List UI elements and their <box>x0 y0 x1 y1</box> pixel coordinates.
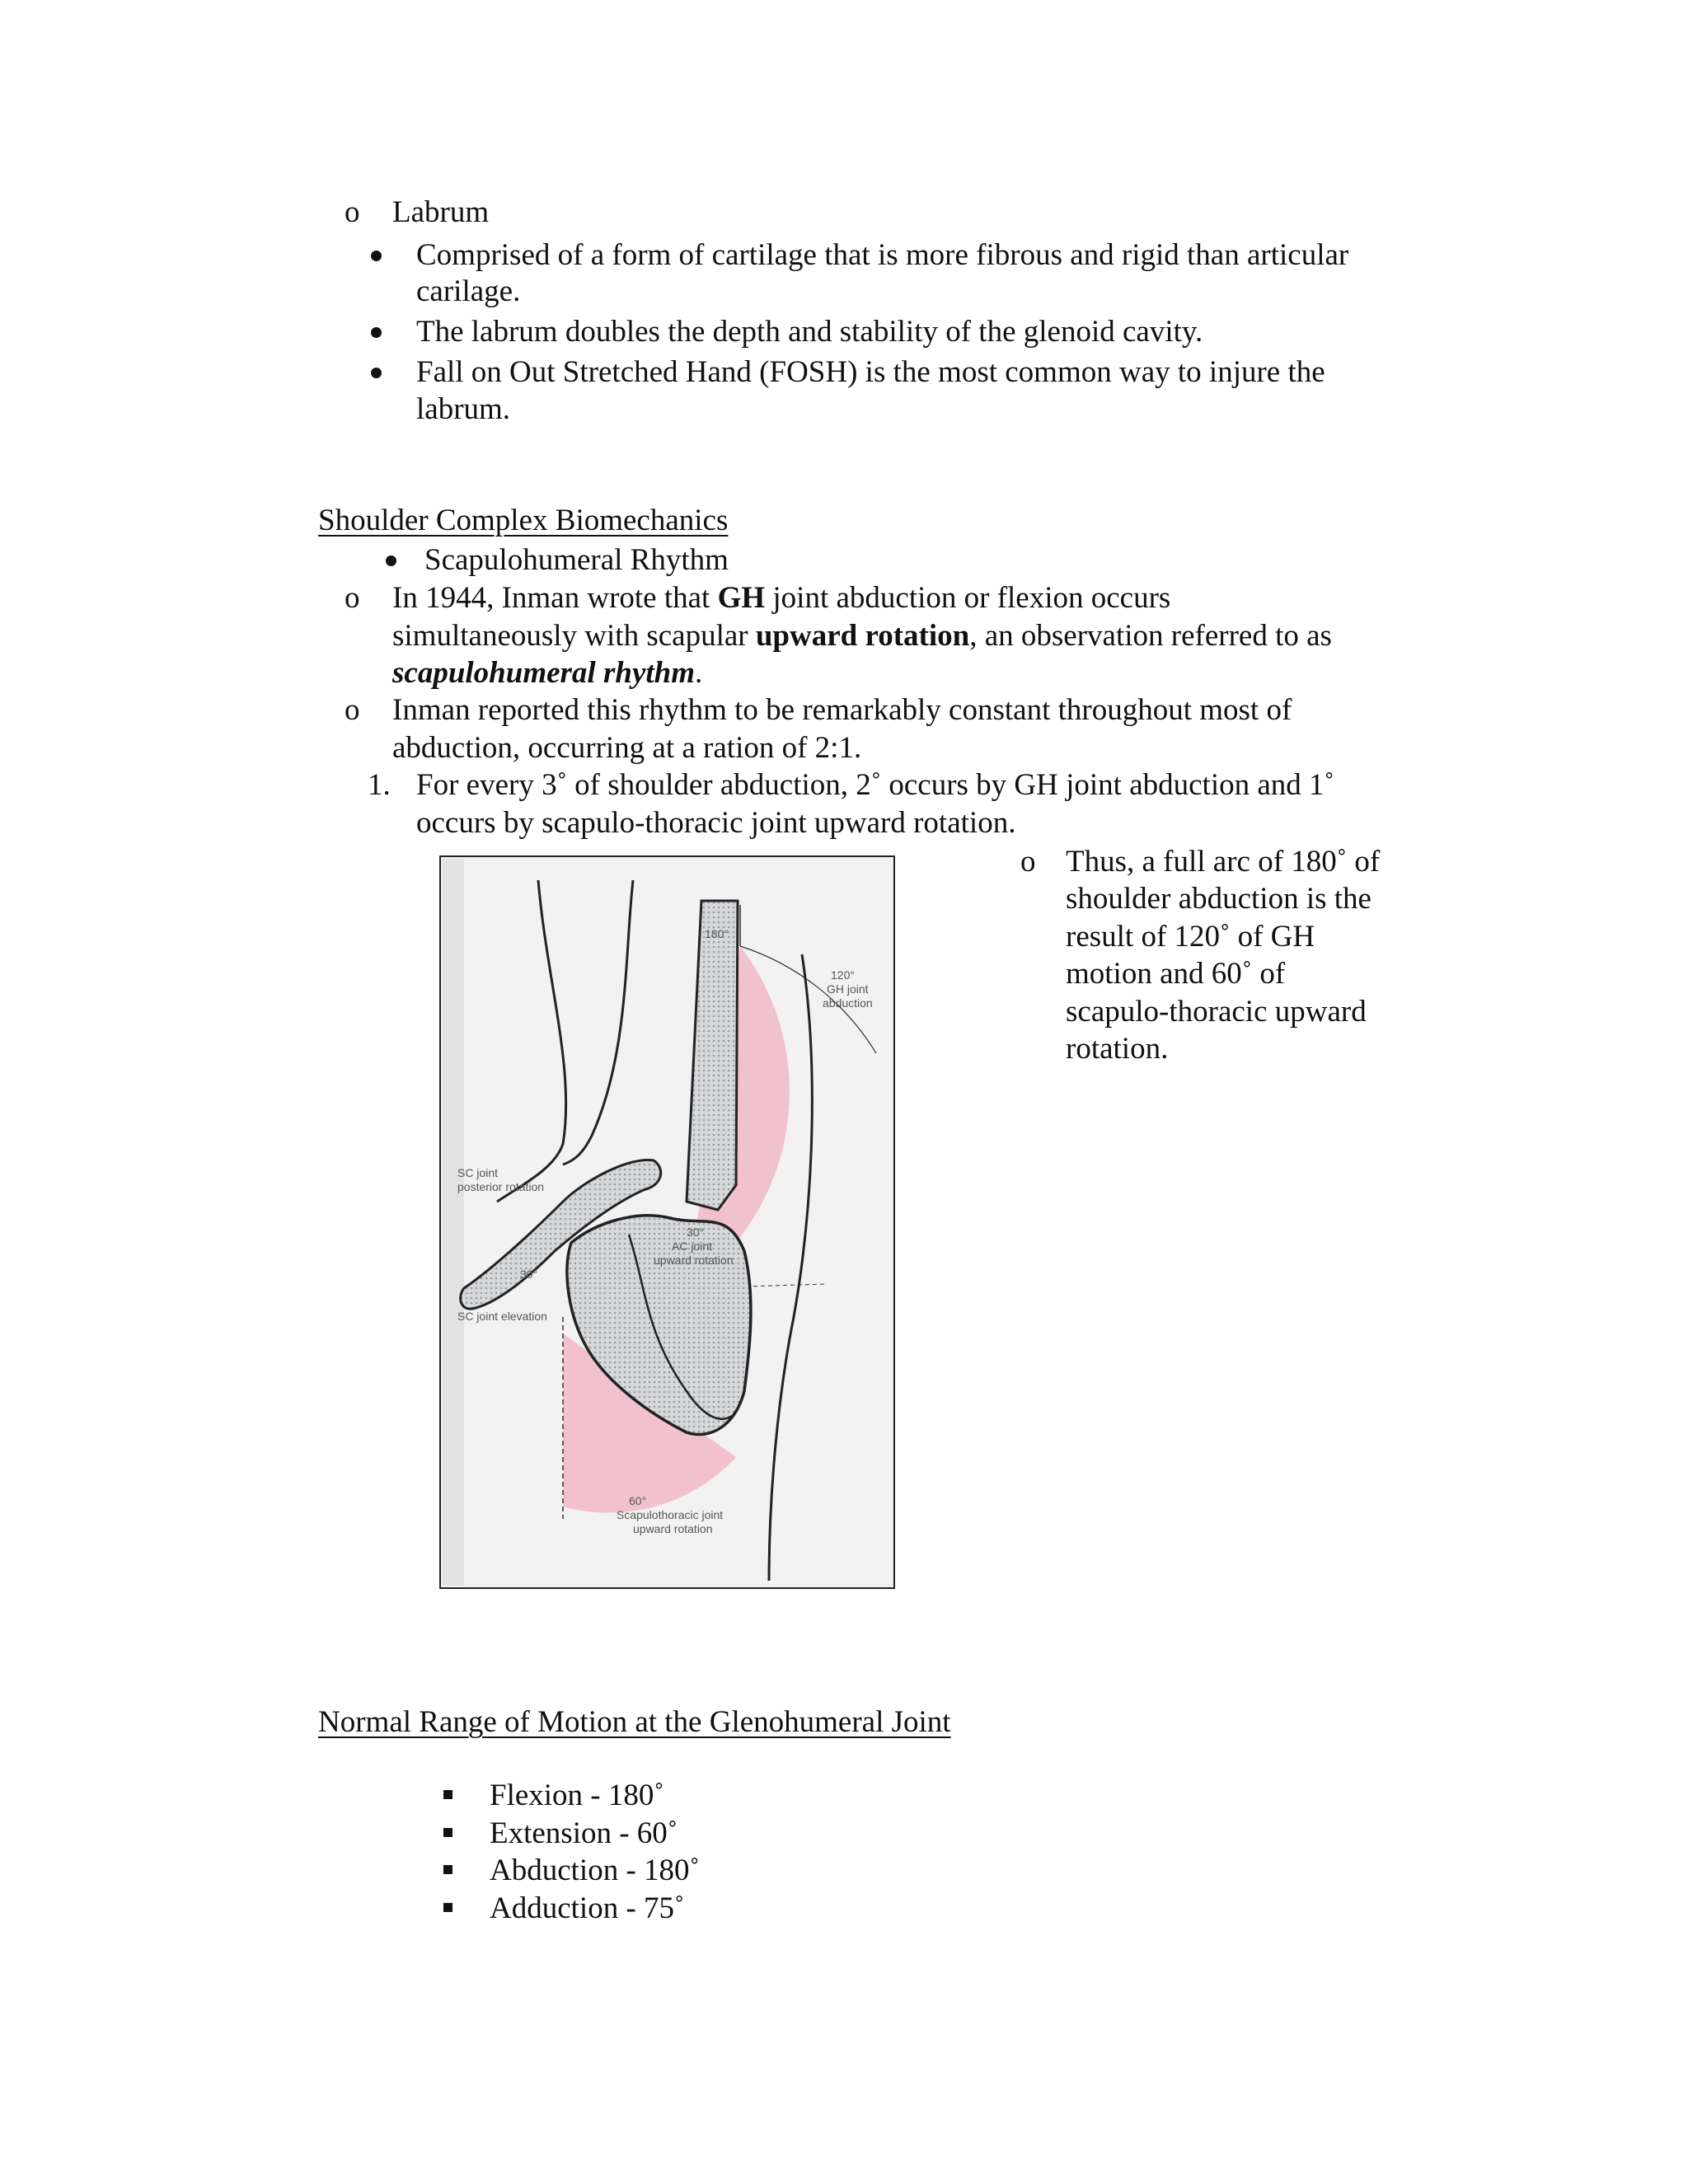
labrum-bullet-2: The labrum doubles the depth and stability of the glenoid cavity. <box>416 315 1203 349</box>
label-scapulothoracic-joint: Scapulothoracic joint <box>617 1508 724 1521</box>
figure-svg <box>439 855 895 1589</box>
ratio-item-line-1: For every 3˚ of shoulder abduction, 2˚ occurs by GH joint abduction and 1˚ <box>416 768 1334 802</box>
text-run: joint abduction or flexion occurs <box>765 581 1171 615</box>
label-120: 120° <box>831 968 855 982</box>
label-gh-abduction: abduction <box>823 996 873 1010</box>
labrum-bullet-1-line-2: carilage. <box>416 274 521 308</box>
labrum-title: Labrum <box>392 195 490 229</box>
numbered-marker: 1. <box>368 768 391 802</box>
inman-paragraph-line-3 <box>392 655 702 691</box>
label-ac-upward-rotation: upward rotation <box>654 1254 734 1267</box>
side-text-line: Thus, a full arc of 180˚ of <box>1066 845 1381 879</box>
list-marker-o: o <box>345 195 360 229</box>
rom-heading: Normal Range of Motion at the Glenohumeral Joint <box>318 1705 951 1739</box>
label-60: 60° <box>629 1494 647 1507</box>
square-bullet <box>443 1903 452 1912</box>
list-marker-o: o <box>345 581 360 615</box>
rom-item-adduction: Adduction - 75˚ <box>490 1891 685 1925</box>
labrum-bullet-1-line-1: Comprised of a form of cartilage that is more fibrous and rigid than articular <box>416 238 1349 272</box>
side-text-line: result of 120˚ of GH <box>1066 920 1315 954</box>
bullet-dot <box>371 368 382 378</box>
label-sc-joint: SC joint <box>457 1166 499 1179</box>
figure-scan-shadow <box>443 859 464 1586</box>
label-30-ac: 30° <box>687 1226 705 1239</box>
label-sc-joint-elevation: SC joint elevation <box>457 1310 547 1323</box>
label-gh-joint: GH joint <box>827 982 869 996</box>
square-bullet <box>443 1790 452 1799</box>
square-bullet <box>443 1865 452 1874</box>
side-text-line: scapulo-thoracic upward <box>1066 995 1367 1029</box>
list-marker-o: o <box>1020 845 1036 879</box>
text-run: . <box>695 656 703 690</box>
bullet-dot <box>386 555 396 566</box>
ratio-item-line-2: occurs by scapulo-thoracic joint upward rotation. <box>416 806 1016 840</box>
label-sc-posterior-rotation: posterior rotation <box>457 1180 545 1193</box>
scapulohumeral-rhythm-bullet: Scapulohumeral Rhythm <box>424 543 729 577</box>
inman-paragraph-line-1 <box>392 580 1170 616</box>
side-text-line: rotation. <box>1066 1032 1169 1066</box>
rhythm-paragraph-line-2: abduction, occurring at a ration of 2:1. <box>392 731 862 765</box>
label-30-sc: 30° <box>520 1268 538 1281</box>
labrum-bullet-3-line-2: labrum. <box>416 392 511 426</box>
bullet-dot <box>371 327 382 338</box>
side-text-line: shoulder abduction is the <box>1066 882 1372 916</box>
label-180: 180° <box>705 927 729 940</box>
square-bullet <box>443 1828 452 1837</box>
rom-item-abduction: Abduction - 180˚ <box>490 1854 700 1887</box>
labrum-bullet-3-line-1: Fall on Out Stretched Hand (FOSH) is the most common way to injure the <box>416 355 1325 389</box>
label-scapulothoracic-upward-rotation: upward rotation <box>633 1522 713 1535</box>
side-text-line: motion and 60˚ of <box>1066 957 1286 991</box>
inman-paragraph-line-2 <box>392 618 1332 654</box>
biomechanics-heading: Shoulder Complex Biomechanics <box>318 504 729 537</box>
scapulohumeral-rhythm-figure <box>439 855 895 1589</box>
text-run-bold: GH <box>717 581 766 615</box>
text-run: , an observation referred to as <box>969 619 1332 653</box>
rom-item-extension: Extension - 60˚ <box>490 1816 678 1850</box>
text-run: simultaneously with scapular <box>392 619 756 653</box>
rhythm-paragraph-line-1: Inman reported this rhythm to be remarkably constant throughout most of <box>392 693 1292 727</box>
label-ac-joint: AC joint <box>672 1240 713 1253</box>
list-marker-o: o <box>345 693 360 727</box>
bullet-dot <box>371 251 382 261</box>
text-run-bold-italic: scapulohumeral rhythm <box>392 656 696 690</box>
rom-item-flexion: Flexion - 180˚ <box>490 1779 664 1812</box>
text-run-bold: upward rotation <box>755 619 970 653</box>
text-run: In 1944, Inman wrote that <box>392 581 718 615</box>
